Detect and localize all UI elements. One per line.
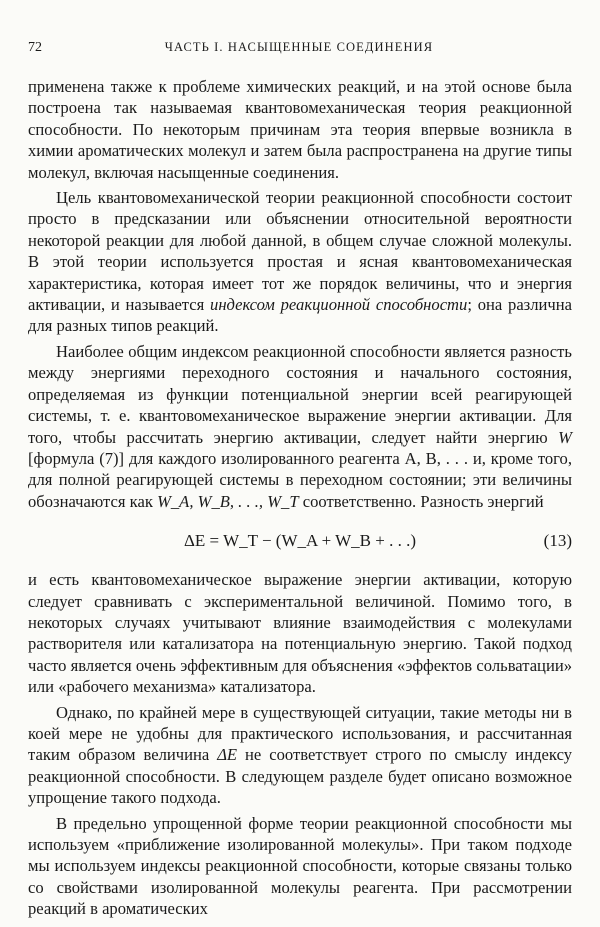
paragraph-3-end: соответственно. Разность энергий bbox=[302, 491, 544, 511]
paragraph-5-text: Однако, по крайней мере в существующей ситуации, такие методы ни в коей мере не удобны для практического использования, и рассчитанная таким образом величина bbox=[28, 702, 572, 765]
paragraph-6: В предельно упрощенной форме теории реакционной способности мы используем «приближение изолированной молекулы». При таком подходе мы используем индексы реакционной способности, которые связаны только со свойствами изолированной молекулы реагента. При рассмотрении реакций в ароматических bbox=[28, 813, 572, 919]
equation-formula: ΔE = W_T − (W_A + W_B + . . .) bbox=[183, 531, 416, 551]
paragraph-2-end: ; она различна для разных типов реакций. bbox=[28, 295, 572, 336]
equation-number: (13) bbox=[543, 531, 572, 551]
paragraph-5-end: не соответствует строго по смыслу индексу реакционной способности. В следующем разделе будет описано возможное упрощение такого подхода. bbox=[28, 745, 573, 808]
delta-e-symbol: ΔE bbox=[217, 745, 238, 765]
energy-symbols-list: W_A, W_B, . . ., W_T bbox=[157, 491, 299, 511]
paragraph-2 bbox=[28, 187, 572, 337]
paragraph-3-middle: [формула (7)] для каждого изолированного реагента A, B, . . . и, кроме того, для полной реагирующей системы в переходном состоянии; эти величины обозначаются как bbox=[28, 448, 572, 511]
running-title: ЧАСТЬ I. НАСЫЩЕННЫЕ СОЕДИНЕНИЯ bbox=[164, 40, 434, 54]
paragraph-4: и есть квантовомеханическое выражение энергии активации, которую следует сравнивать с экспериментальной величиной. Помимо того, в некоторых случаях учитывают влияние взаимодействия с молекулами растворителя или катализатора на потенциальную энергию. Такой подход часто является очень эффективным для объяснения «эффектов сольватации» или «рабочего механизма» катализатора. bbox=[28, 570, 572, 697]
equation-13 bbox=[28, 518, 572, 567]
reactivity-index-term: индексом реакционной способности bbox=[210, 295, 468, 315]
paragraph-5 bbox=[28, 702, 572, 809]
paragraph-3 bbox=[28, 341, 572, 512]
page-header bbox=[28, 40, 570, 62]
page-number: 72 bbox=[28, 40, 42, 55]
paragraph-3-text: Наиболее общим индексом реакционной способности является разность между энергиями переходного состояния и начального состояния, определяемая из функции потенциальной энергии всей реагирующей системы, т. е. квантовомеханическое выражение энергии активации. Для того, чтобы рассчитать энергию активации, следует найти энергию bbox=[28, 341, 572, 447]
paragraph-2-text: Цель квантовомеханической теории реакционной способности состоит просто в предсказании или объяснении относительной вероятности некоторой реакции для любой данной, в общем случае сложной молекулы. В этой теории используется простая и ясная квантовомеханическая характеристика, которая имеет тот же порядок величины, что и энергия активации, и называется bbox=[28, 188, 572, 315]
paragraph-1: применена также к проблеме химических реакций, и на этой основе была построена так называемая квантовомеханическая теория реакционной способности. По некоторым причинам эта теория впервые возникла в химии ароматических молекул и затем была распространена на другие типы молекул, включая насыщенные соединения. bbox=[28, 77, 572, 182]
energy-symbol: W bbox=[558, 427, 572, 447]
body-text bbox=[28, 76, 572, 920]
